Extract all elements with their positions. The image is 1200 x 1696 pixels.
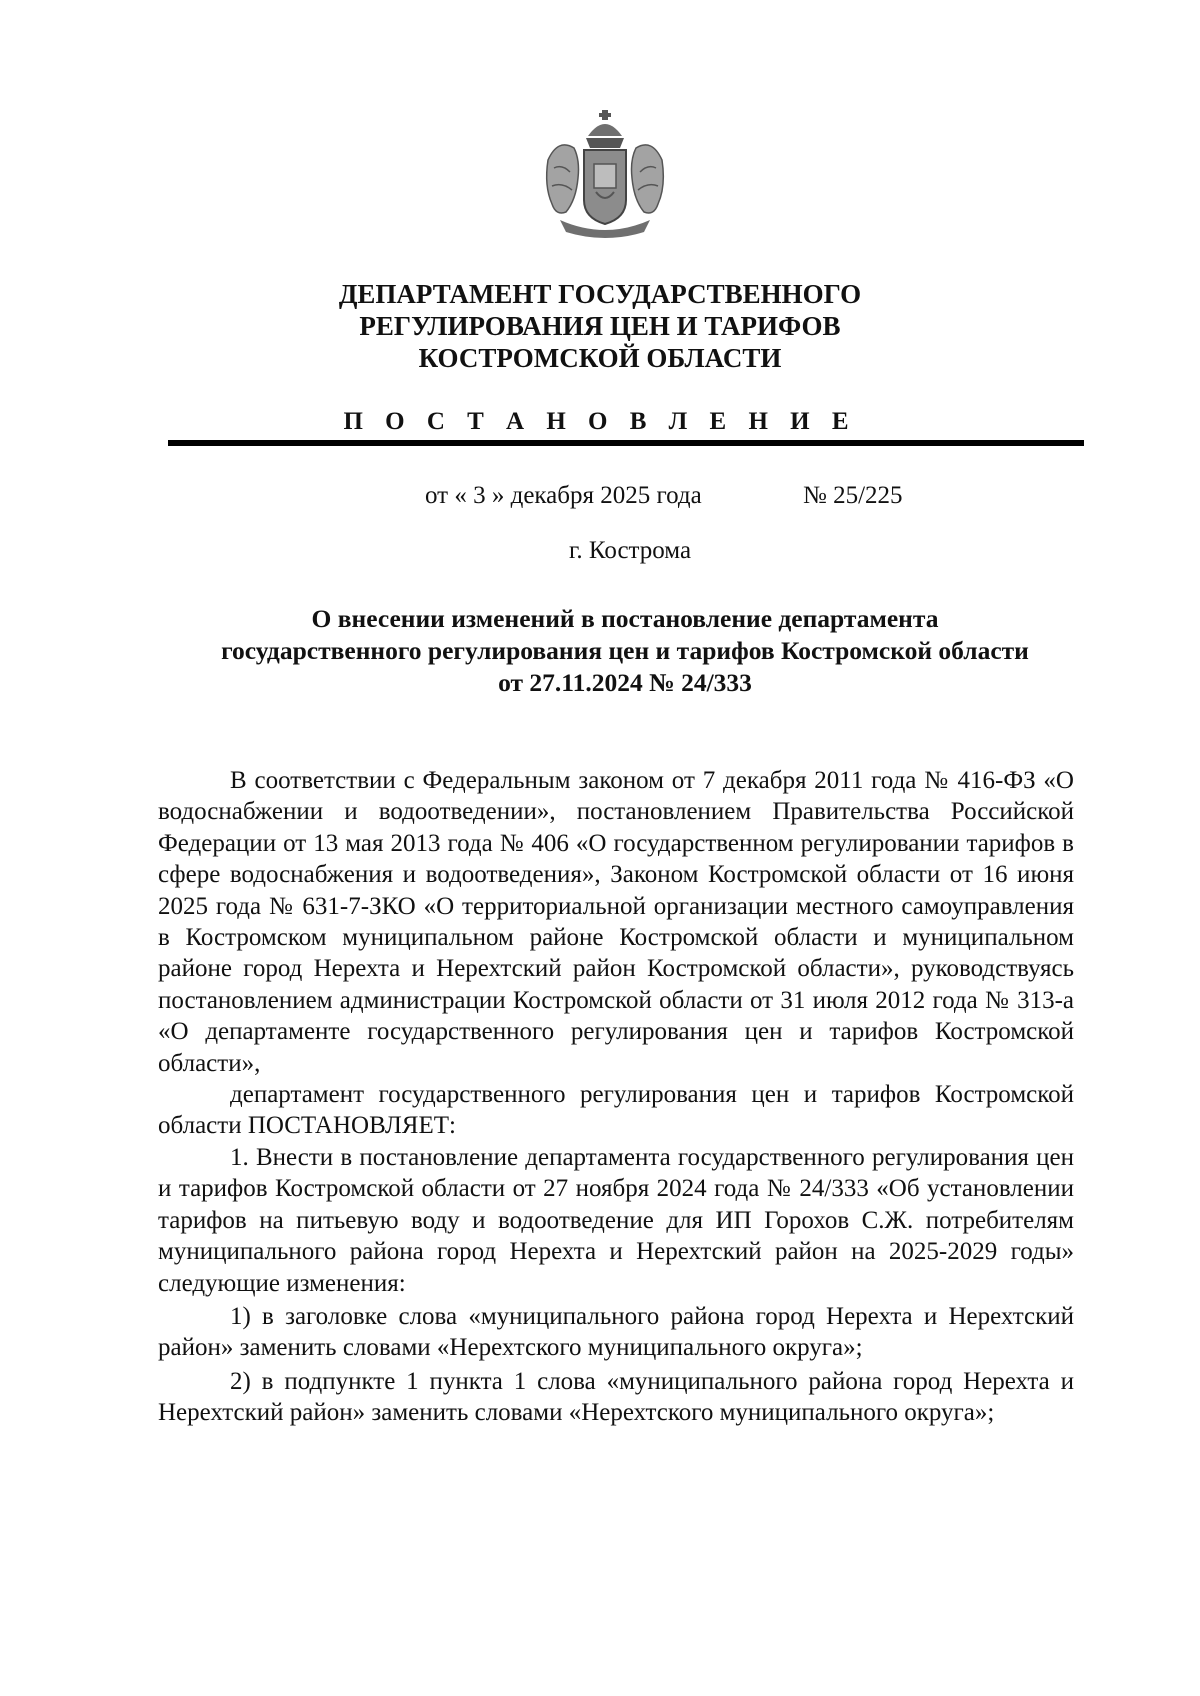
paragraph-subitem-1: 1) в заголовке слова «муниципального района город Нерехта и Нерехтский район» заменить словами «Нерехтского муниципального округа»;: [158, 1302, 1074, 1362]
document-type-heading: П О С Т А Н О В Л Е Н И Е: [343, 408, 857, 435]
paragraph-subitem-2: 2) в подпункте 1 пункта 1 слова «муниципального района город Нерехта и Нерехтский район» заменить словами «Нерехтского муниципального округа»;: [158, 1367, 1074, 1427]
paragraph-item-1: 1. Внести в постановление департамента государственного регулирования цен и тарифов Костромской области от 27 ноября 2024 года № 24/333 «Об установлении тарифов на питьевую воду и водоотведение для ИП Горохов С.Ж. потребителям муниципального района город Нерехта и Нерехтский район на 2025-2029 годы» следующие изменения:: [158, 1143, 1074, 1297]
subject-line: от 27.11.2024 № 24/333: [498, 668, 752, 697]
department-name: [0, 278, 1200, 374]
document-number: № 25/225: [803, 482, 903, 509]
header-divider: [168, 440, 1084, 446]
coat-of-arms-emblem: [540, 108, 670, 240]
document-body: [158, 765, 1074, 1429]
document-subject: [150, 603, 1100, 699]
subject-line: государственного регулирования цен и тарифов Костромской области: [221, 636, 1029, 665]
subject-line: О внесении изменений в постановление департамента: [311, 604, 939, 633]
paragraph-legal-basis: В соответствии с Федеральным законом от 7 декабря 2011 года № 416-ФЗ «О водоснабжении и водоотведении», постановлением Правительства Российской Федерации от 13 мая 2013 года № 406 «О государственном регулировании тарифов в сфере водоснабжения и водоотведения», Законом Костромской области от 16 июня 2025 года № 631-7-ЗКО «О территориальной организации местного самоуправления в Костромском муниципальном районе Костромской области и муниципальном районе город Нерехта и Нерехтский район Костромской области», руководствуясь постановлением администрации Костромской области от 31 июля 2012 года № 313-а «О департаменте государственного регулирования цен и тарифов Костромской области»,: [158, 767, 1074, 1077]
department-line: РЕГУЛИРОВАНИЯ ЦЕН И ТАРИФОВ: [359, 311, 841, 341]
department-line: КОСТРОМСКОЙ ОБЛАСТИ: [418, 343, 782, 373]
document-city: г. Кострома: [568, 537, 692, 564]
document-date: от « 3 » декабря 2025 года: [425, 482, 702, 509]
department-line: ДЕПАРТАМЕНТ ГОСУДАРСТВЕННОГО: [338, 279, 862, 309]
paragraph-resolves: департамент государственного регулирования цен и тарифов Костромской области ПОСТАНОВЛЯЕТ:: [158, 1081, 1074, 1140]
